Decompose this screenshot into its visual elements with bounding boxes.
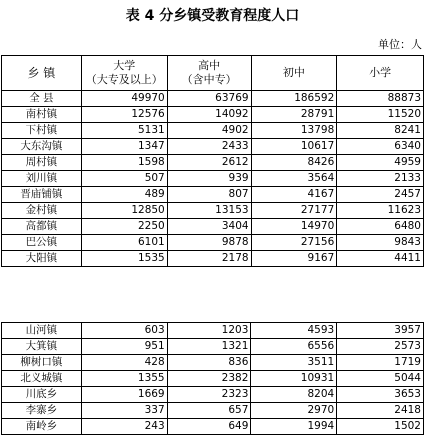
senior-cell: 649 bbox=[167, 419, 251, 435]
primary-cell: 1502 bbox=[337, 419, 424, 435]
senior-cell: 14092 bbox=[167, 107, 251, 123]
township-cell: 大东沟镇 bbox=[2, 139, 82, 155]
primary-cell: 8241 bbox=[337, 123, 424, 139]
header-college-label: 大学 bbox=[113, 59, 136, 72]
senior-cell: 13153 bbox=[167, 203, 251, 219]
college-cell: 951 bbox=[81, 339, 167, 355]
junior-cell: 1994 bbox=[251, 419, 337, 435]
college-cell: 1347 bbox=[81, 139, 167, 155]
primary-cell: 4959 bbox=[337, 155, 424, 171]
table-row bbox=[2, 419, 424, 435]
primary-cell: 1719 bbox=[337, 355, 424, 371]
township-cell: 晋庙铺镇 bbox=[2, 187, 82, 203]
junior-cell: 13798 bbox=[251, 123, 337, 139]
table-row bbox=[2, 323, 424, 339]
senior-cell: 2612 bbox=[167, 155, 251, 171]
senior-cell: 2323 bbox=[167, 387, 251, 403]
primary-cell: 6480 bbox=[337, 219, 424, 235]
table-row bbox=[2, 403, 424, 419]
township-cell: 周村镇 bbox=[2, 155, 82, 171]
senior-cell: 3404 bbox=[167, 219, 251, 235]
college-cell: 6101 bbox=[81, 235, 167, 251]
senior-cell: 2433 bbox=[167, 139, 251, 155]
junior-cell: 3564 bbox=[251, 171, 337, 187]
township-cell: 高都镇 bbox=[2, 219, 82, 235]
table-row bbox=[2, 251, 424, 267]
header-row bbox=[2, 56, 424, 91]
header-senior bbox=[167, 56, 251, 91]
junior-cell: 6556 bbox=[251, 339, 337, 355]
senior-cell: 9878 bbox=[167, 235, 251, 251]
junior-cell: 8204 bbox=[251, 387, 337, 403]
table-row bbox=[2, 155, 424, 171]
college-cell: 243 bbox=[81, 419, 167, 435]
primary-cell: 5044 bbox=[337, 371, 424, 387]
college-cell: 12576 bbox=[81, 107, 167, 123]
junior-cell: 3511 bbox=[251, 355, 337, 371]
junior-cell: 27156 bbox=[251, 235, 337, 251]
primary-cell: 6340 bbox=[337, 139, 424, 155]
education-table-continued bbox=[1, 322, 424, 435]
header-primary: 小学 bbox=[337, 56, 424, 91]
senior-cell: 63769 bbox=[167, 91, 251, 107]
header-township: 乡 镇 bbox=[2, 56, 82, 91]
junior-cell: 4167 bbox=[251, 187, 337, 203]
township-cell: 大箕镇 bbox=[2, 339, 82, 355]
township-cell: 金村镇 bbox=[2, 203, 82, 219]
senior-cell: 807 bbox=[167, 187, 251, 203]
senior-cell: 2382 bbox=[167, 371, 251, 387]
college-cell: 1535 bbox=[81, 251, 167, 267]
township-cell: 巴公镇 bbox=[2, 235, 82, 251]
page-title: 表 4 分乡镇受教育程度人口 bbox=[125, 8, 300, 24]
primary-cell: 11623 bbox=[337, 203, 424, 219]
junior-cell: 14970 bbox=[251, 219, 337, 235]
header-senior-sub: （含中专） bbox=[181, 73, 237, 86]
header-college-sub: （大专及以上） bbox=[85, 73, 163, 86]
primary-cell: 11520 bbox=[337, 107, 424, 123]
junior-cell: 186592 bbox=[251, 91, 337, 107]
township-cell: 柳树口镇 bbox=[2, 355, 82, 371]
college-cell: 428 bbox=[81, 355, 167, 371]
header-junior: 初中 bbox=[251, 56, 337, 91]
township-cell: 下村镇 bbox=[2, 123, 82, 139]
primary-cell: 2573 bbox=[337, 339, 424, 355]
college-cell: 603 bbox=[81, 323, 167, 339]
header-college bbox=[81, 56, 167, 91]
primary-cell: 2418 bbox=[337, 403, 424, 419]
township-cell: 北义城镇 bbox=[2, 371, 82, 387]
township-cell: 川底乡 bbox=[2, 387, 82, 403]
table-row bbox=[2, 371, 424, 387]
junior-cell: 4593 bbox=[251, 323, 337, 339]
township-cell: 全 县 bbox=[2, 91, 82, 107]
college-cell: 5131 bbox=[81, 123, 167, 139]
township-cell: 南岭乡 bbox=[2, 419, 82, 435]
senior-cell: 836 bbox=[167, 355, 251, 371]
table-row bbox=[2, 123, 424, 139]
junior-cell: 9167 bbox=[251, 251, 337, 267]
township-cell: 山河镇 bbox=[2, 323, 82, 339]
senior-cell: 1203 bbox=[167, 323, 251, 339]
township-cell: 大阳镇 bbox=[2, 251, 82, 267]
table-row bbox=[2, 139, 424, 155]
table-row bbox=[2, 107, 424, 123]
primary-cell: 3957 bbox=[337, 323, 424, 339]
table-row bbox=[2, 355, 424, 371]
college-cell: 1669 bbox=[81, 387, 167, 403]
primary-cell: 9843 bbox=[337, 235, 424, 251]
primary-cell: 2133 bbox=[337, 171, 424, 187]
senior-cell: 4902 bbox=[167, 123, 251, 139]
college-cell: 1598 bbox=[81, 155, 167, 171]
table-row bbox=[2, 171, 424, 187]
table-row bbox=[2, 387, 424, 403]
college-cell: 507 bbox=[81, 171, 167, 187]
table-page-bottom bbox=[1, 318, 424, 439]
table-row bbox=[2, 235, 424, 251]
primary-cell: 4411 bbox=[337, 251, 424, 267]
senior-cell: 939 bbox=[167, 171, 251, 187]
township-cell: 南村镇 bbox=[2, 107, 82, 123]
college-cell: 489 bbox=[81, 187, 167, 203]
township-cell: 刘川镇 bbox=[2, 171, 82, 187]
college-cell: 2250 bbox=[81, 219, 167, 235]
junior-cell: 2970 bbox=[251, 403, 337, 419]
college-cell: 49970 bbox=[81, 91, 167, 107]
unit-label: 单位：人 bbox=[378, 38, 422, 51]
junior-cell: 10617 bbox=[251, 139, 337, 155]
college-cell: 12850 bbox=[81, 203, 167, 219]
table-row bbox=[2, 203, 424, 219]
header-senior-label: 高中 bbox=[198, 59, 221, 72]
table-page-top bbox=[1, 0, 424, 276]
senior-cell: 2178 bbox=[167, 251, 251, 267]
table-row bbox=[2, 339, 424, 355]
junior-cell: 27177 bbox=[251, 203, 337, 219]
table-row bbox=[2, 91, 424, 107]
township-cell: 李寨乡 bbox=[2, 403, 82, 419]
education-table bbox=[1, 55, 424, 267]
college-cell: 337 bbox=[81, 403, 167, 419]
senior-cell: 1321 bbox=[167, 339, 251, 355]
table-row bbox=[2, 219, 424, 235]
primary-cell: 3653 bbox=[337, 387, 424, 403]
page-gap bbox=[0, 276, 427, 318]
primary-cell: 88873 bbox=[337, 91, 424, 107]
primary-cell: 2457 bbox=[337, 187, 424, 203]
senior-cell: 657 bbox=[167, 403, 251, 419]
junior-cell: 28791 bbox=[251, 107, 337, 123]
table-row bbox=[2, 187, 424, 203]
junior-cell: 8426 bbox=[251, 155, 337, 171]
college-cell: 1355 bbox=[81, 371, 167, 387]
junior-cell: 10931 bbox=[251, 371, 337, 387]
